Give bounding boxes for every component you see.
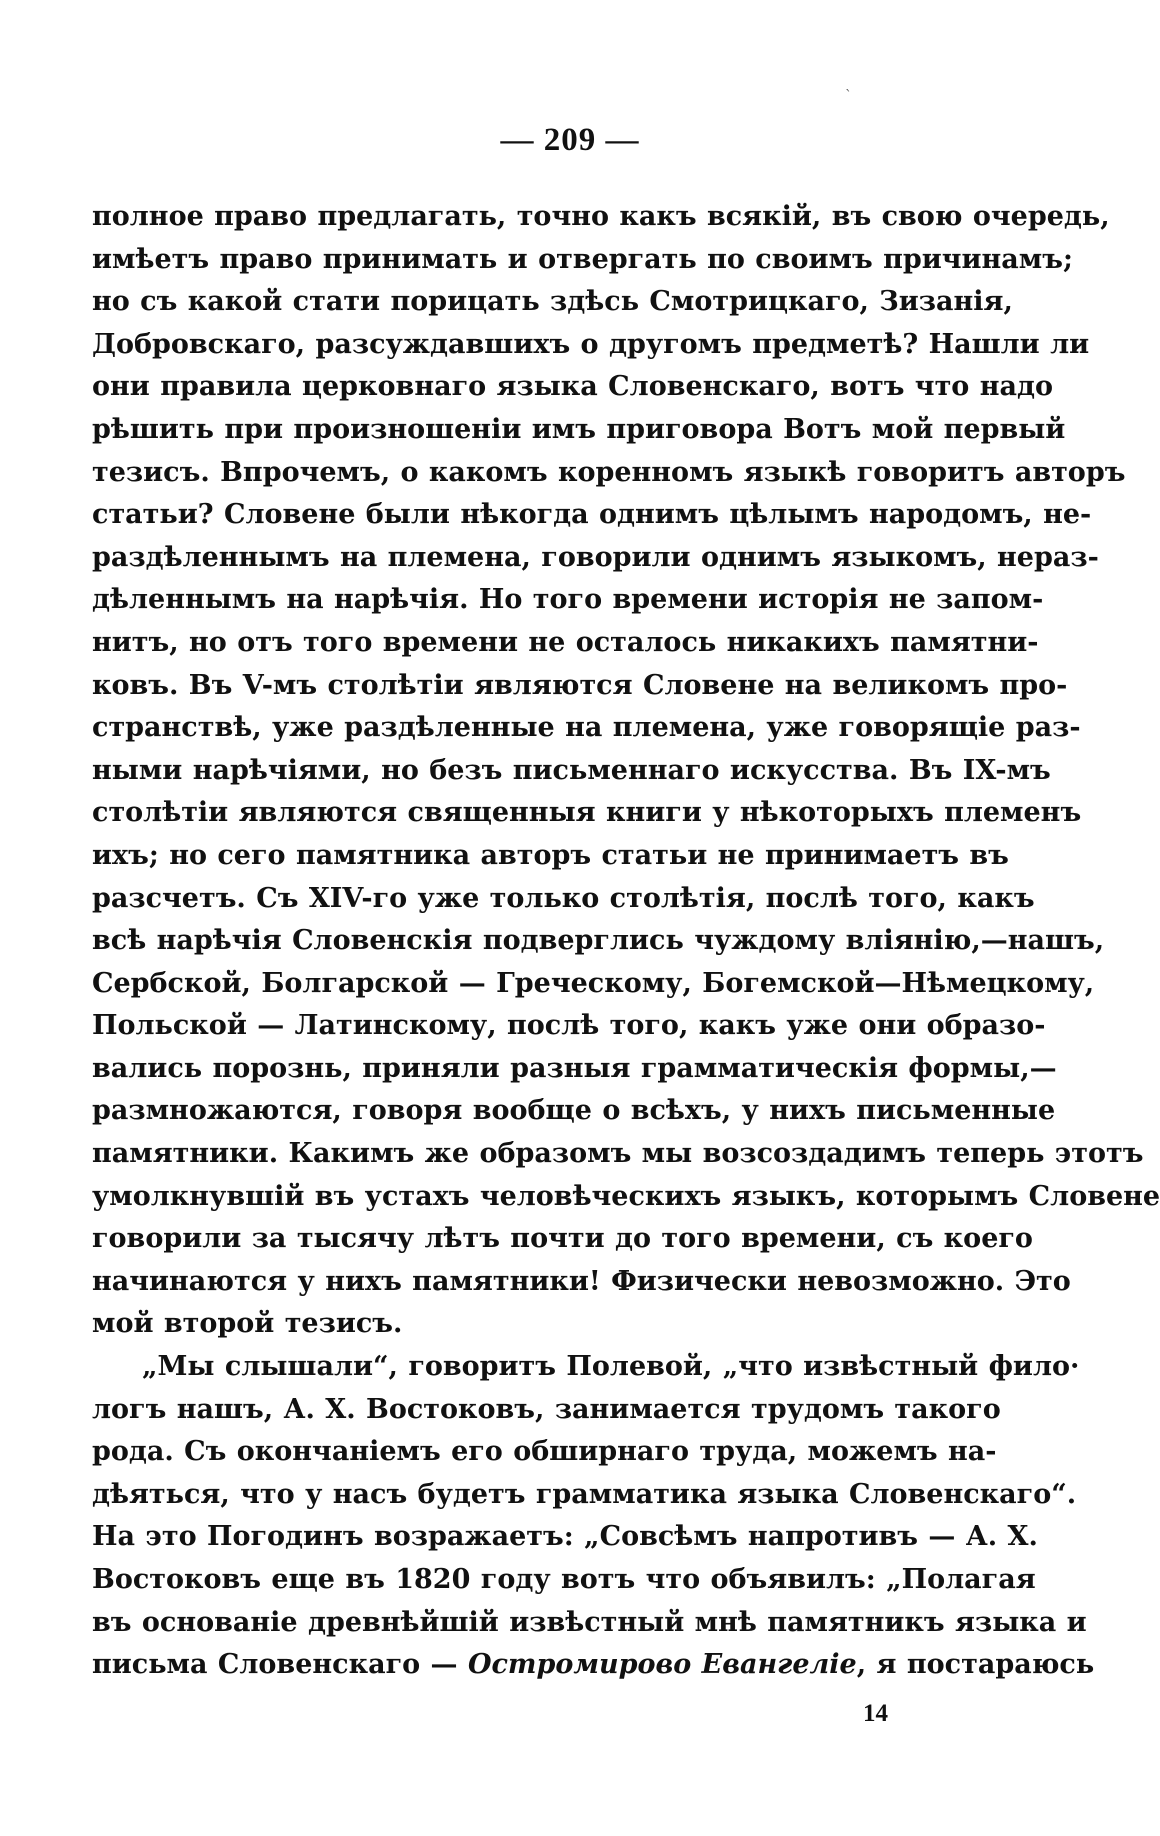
- text-line: ными нарѣчіями, но безъ письменнаго искусства. Въ IX-мъ: [92, 754, 1051, 786]
- text-line: дѣяться, что у насъ будетъ грамматика языка Словенскаго“.: [92, 1478, 1077, 1510]
- text-line: странствѣ, уже раздѣленные на племена, уже говорящіе раз-: [92, 712, 1081, 744]
- last-line-start: письма Словенскаго —: [92, 1649, 468, 1681]
- last-text-line: [92, 1644, 1095, 1687]
- text-line: памятники. Какимъ же образомъ мы возсоздадимъ теперь этотъ: [92, 1138, 1144, 1170]
- text-line: Добровскаго, разсуждавшихъ о другомъ предметѣ? Нашли ли: [92, 328, 1090, 360]
- text-line: вались порознь, приняли разныя грамматическія формы,—: [92, 1052, 1057, 1084]
- paragraph-start-line: „Мы слышали“, говоритъ Полевой, „что извѣстный фило·: [142, 1351, 1080, 1383]
- text-line: На это Погодинъ возражаетъ: „Совсѣмъ напротивъ — А. Х.: [92, 1521, 1038, 1553]
- text-line: Востоковъ еще въ 1820 году вотъ что объявилъ: „Полагая: [92, 1564, 1036, 1595]
- text-line: они правила церковнаго языка Словенскаго, вотъ что надо: [92, 371, 1053, 403]
- signature-mark: 14: [863, 1700, 888, 1727]
- text-line: начинаются у нихъ памятники! Физически невозможно. Это: [92, 1265, 1071, 1297]
- text-line: раздѣленнымъ на племена, говорили однимъ языкомъ, нераз-: [92, 541, 1099, 573]
- text-line: нитъ, но отъ того времени не осталось никакихъ памятни-: [92, 626, 1039, 658]
- text-line: ихъ; но сего памятника авторъ статьи не принимаетъ въ: [92, 839, 1009, 871]
- text-line: Польской — Латинскому, послѣ того, какъ уже они образо-: [92, 1010, 1046, 1042]
- body-text: [92, 196, 1160, 1687]
- last-line-end: , я постараюсь: [856, 1649, 1095, 1681]
- text-line: рода. Съ окончаніемъ его обширнаго труда, можемъ на-: [92, 1436, 997, 1468]
- text-line: говорили за тысячу лѣтъ почти до того времени, съ коего: [92, 1223, 1033, 1255]
- text-line: всѣ нарѣчія Словенскія подверглись чуждому вліянію,—нашъ,: [92, 925, 1105, 957]
- text-line: въ основаніе древнѣйшій извѣстный мнѣ памятникъ языка и: [92, 1606, 1087, 1638]
- paragraph-end-line: мой второй тезисъ.: [92, 1308, 403, 1340]
- text-line: статьи? Словене были нѣкогда однимъ цѣлымъ народомъ, не-: [92, 499, 1092, 531]
- page-number: — 209 —: [500, 122, 640, 158]
- text-line: разсчетъ. Съ XIV-го уже только столѣтія, послѣ того, какъ: [92, 882, 1035, 914]
- text-line: умолкнувшій въ устахъ человѣческихъ языкъ, которымъ Словене: [92, 1180, 1160, 1212]
- text-line: но съ какой стати порицать здѣсь Смотрицкаго, Зизанія,: [92, 286, 1013, 318]
- text-line: столѣтіи являются священныя книги у нѣкоторыхъ племенъ: [92, 797, 1082, 829]
- text-line: Сербской, Болгарской — Греческому, Богемской—Нѣмецкому,: [92, 967, 1095, 999]
- text-line: имѣетъ право принимать и отвергать по своимъ причинамъ;: [92, 243, 1073, 275]
- text-line: полное право предлагать, точно какъ всякій, въ свою очередь,: [92, 201, 1110, 232]
- text-line: рѣшить при произношеніи имъ приговора Вотъ мой первый: [92, 413, 1066, 445]
- print-speck: ˋ: [845, 88, 852, 104]
- text-line: тезисъ. Впрочемъ, о какомъ коренномъ языкѣ говоритъ авторъ: [92, 456, 1126, 488]
- text-line: логъ нашъ, А. Х. Востоковъ, занимается трудомъ такого: [92, 1393, 1001, 1425]
- text-line: ковъ. Въ V-мъ столѣтіи являются Словене на великомъ про-: [92, 669, 1068, 701]
- italic-title: Остромирово Евангеліе: [467, 1649, 857, 1681]
- text-line: размножаются, говоря вообще о всѣхъ, у нихъ письменные: [92, 1095, 1056, 1127]
- text-line: дѣленнымъ на нарѣчія. Но того времени исторія не запом-: [92, 584, 1044, 616]
